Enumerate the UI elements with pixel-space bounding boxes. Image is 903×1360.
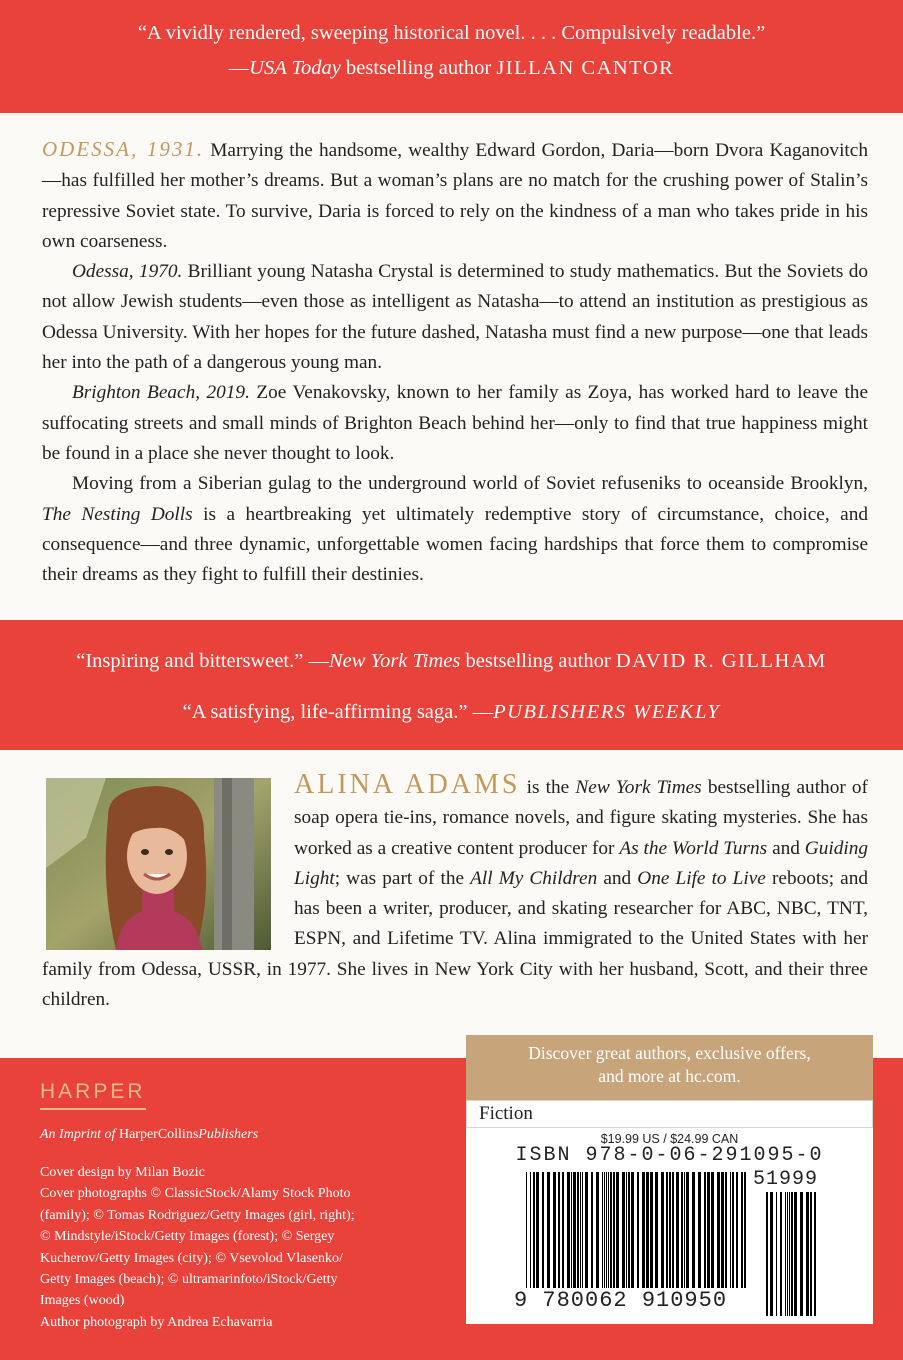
barcode-bar: [672, 1172, 674, 1288]
top-quote-band: [0, 0, 903, 113]
review-quotes-band: [0, 620, 903, 750]
credit-line: © Mindstyle/iStock/Getty Images (forest); © Sergey: [40, 1229, 335, 1245]
description-paragraph-4: Moving from a Siberian gulag to the underground world of Soviet refuseniks to oceanside Brooklyn, The Nesting Dolls is a heartbreaking yet ultimately redemptive story of circumstance, choice, and consequence—and three dynamic, unforgettable women facing hardships that force them to compromise their dreams as they fight to fulfill their destinies.: [42, 473, 868, 586]
price-addon-code: 51999: [752, 1168, 818, 1191]
top-quote-author: JILLAN CANTOR: [496, 57, 675, 79]
credit-line: (family); © Tomas Rodriguez/Getty Images (girl, right);: [40, 1207, 355, 1223]
barcode-bar: [676, 1172, 679, 1288]
barcode-bar: [558, 1172, 560, 1288]
book-title: The Nesting Dolls: [42, 503, 193, 525]
barcode-bar: [766, 1192, 768, 1316]
barcode-bar: [666, 1172, 668, 1288]
barcode-bar: [810, 1192, 812, 1316]
barcode-bar: [806, 1192, 809, 1316]
barcode-bar: [582, 1172, 583, 1288]
barcode-bar: [616, 1172, 619, 1288]
barcode-bar: [681, 1172, 683, 1288]
barcode-bar: [571, 1172, 572, 1288]
book-description: [42, 134, 868, 590]
top-quote-text: “A vividly rendered, sweeping historical novel. . . . Compulsively readable.”: [137, 22, 766, 44]
barcode-bar: [698, 1172, 701, 1288]
barcode-bar: [744, 1172, 746, 1288]
barcode-bar: [692, 1172, 695, 1288]
barcode-bar: [526, 1172, 527, 1288]
credit-line: Images (wood): [40, 1293, 125, 1309]
barcode-digits: 9 780062 910950: [514, 1288, 728, 1313]
promo-line-1: Discover great authors, exclusive offers,: [528, 1043, 811, 1063]
barcode-bar: [787, 1192, 788, 1316]
description-paragraph-3: Brighton Beach, 2019. Zoe Venakovsky, known to her family as Zoya, has worked hard to leave the suffocating streets and small minds of Brighton Beach behind her—only to find that true happiness might be found in a place she never thought to look.: [42, 382, 869, 464]
barcode-bar: [626, 1172, 627, 1288]
barcode-bar: [573, 1172, 576, 1288]
barcode-bar: [553, 1172, 556, 1288]
credit-line: Cover photographs © ClassicStock/Alamy Stock Photo: [40, 1186, 351, 1202]
barcode-bar: [800, 1192, 803, 1316]
barcode-bar: [585, 1172, 588, 1288]
barcode-bar: [791, 1192, 793, 1316]
barcode-bar: [542, 1172, 544, 1288]
barcode-bar: [577, 1172, 579, 1288]
description-paragraph-1: ODESSA, 1931. Marrying the handsome, wealthy Edward Gordon, Daria—born Dvora Kaganovitch—has fulfilled her mother’s dreams. But a woman’s plans are no match for the crushing power of Stalin’s repressive Soviet state. To survive, Daria is forced to rely on the kindness of a man who takes pride in his own coarseness.: [42, 137, 868, 252]
barcode-bar: [780, 1192, 782, 1316]
barcode-bar: [642, 1172, 645, 1288]
barcode-bar: [717, 1172, 720, 1288]
credit-line: Kucherov/Getty Images (city); © Vsevolod Vlasenko/: [40, 1250, 343, 1266]
category-label: Fiction: [466, 1100, 873, 1128]
barcode-bar: [591, 1172, 593, 1288]
barcode-bar: [628, 1172, 630, 1288]
barcode-bar: [686, 1172, 689, 1288]
barcode-bar: [562, 1172, 564, 1288]
barcode-bar: [606, 1172, 607, 1288]
barcode-bar: [789, 1192, 790, 1316]
cover-credits: [40, 1162, 440, 1333]
review-quote-gillham: “Inspiring and bittersweet.” —New York Times bestselling author DAVID R. GILLHAM: [76, 650, 827, 672]
promo-box: [466, 1035, 873, 1100]
setting-odessa-1970: Odessa, 1970.: [72, 261, 183, 283]
credit-line: Cover design by Milan Bozic: [40, 1165, 205, 1180]
barcode-bar: [707, 1172, 710, 1288]
setting-odessa-1931: ODESSA, 1931.: [42, 137, 205, 161]
barcode-bar: [661, 1172, 664, 1288]
barcode-bar: [730, 1172, 731, 1288]
setting-brighton-beach-2019: Brighton Beach, 2019.: [72, 382, 250, 404]
barcode-bar: [646, 1172, 649, 1288]
barcode-bar: [530, 1172, 531, 1288]
barcode-bar: [741, 1172, 743, 1288]
barcode-bar: [631, 1172, 634, 1288]
barcode-bar: [794, 1192, 797, 1316]
imprint-line: An Imprint of HarperCollinsPublishers: [40, 1127, 259, 1142]
credit-line: Getty Images (beach); © ultramarinfoto/iStock/Getty: [40, 1272, 338, 1288]
barcode-bar: [608, 1172, 609, 1288]
barcode-bar: [814, 1192, 816, 1316]
promo-line-2: and more at hc.com.: [598, 1065, 741, 1086]
barcode-bar: [725, 1172, 727, 1288]
barcode-bar: [655, 1172, 658, 1288]
review-quote-publishers-weekly: “A satisfying, life-affirming saga.” —PUBLISHERS WEEKLY: [182, 701, 721, 723]
barcode-bar: [602, 1172, 603, 1288]
price-label: $19.99 US / $24.99 CAN: [600, 1132, 739, 1146]
top-quote-source: USA Today: [249, 57, 341, 79]
barcode-bar: [711, 1172, 714, 1288]
barcode-bar: [533, 1172, 535, 1288]
barcode-bar: [596, 1172, 599, 1288]
barcode-bar: [567, 1172, 570, 1288]
barcode-bar: [637, 1172, 639, 1288]
barcode-bar: [650, 1172, 653, 1288]
barcode-bar: [684, 1172, 685, 1288]
barcode-bar: [536, 1172, 539, 1288]
harper-logo: HARPER: [40, 1080, 146, 1110]
barcode-bar: [732, 1172, 734, 1288]
barcode-bar: [604, 1172, 605, 1288]
barcode-bar: [770, 1192, 773, 1316]
barcode-bar: [785, 1192, 786, 1316]
barcode-bar: [622, 1172, 625, 1288]
isbn-label: ISBN 978-0-06-291095-0: [515, 1144, 824, 1167]
barcode-panel: [466, 1128, 873, 1324]
barcode-bar: [736, 1172, 738, 1288]
barcode-bar: [776, 1192, 777, 1316]
barcode-bar: [669, 1172, 671, 1288]
barcode-bar: [613, 1172, 615, 1288]
barcode-bar: [580, 1172, 581, 1288]
barcode-bar: [704, 1172, 706, 1288]
barcode-bar: [721, 1172, 724, 1288]
credit-line: Author photograph by Andrea Echavarria: [40, 1314, 273, 1330]
top-quote-attribution: —USA Today bestselling author JILLAN CANTOR: [228, 57, 675, 79]
barcode-bar: [547, 1172, 550, 1288]
author-bio: ALINA ADAMS is the New York Times bestselling author of soap opera tie-ins, romance novels, and figure skating mysteries. She has worked as a creative content producer for As the World Turns and Guiding Light; was part of the All My Children and One Life to Live reboots; and has been a writer, producer, and skating researcher for ABC, NBC, TNT, ESPN, and Lifetime TV. Alina immigrated to the United States with her family from Odessa, USSR, in 1977. She lives in New York City with her husband, Scott, and their three children.: [42, 769, 869, 1011]
author-name: ALINA ADAMS: [294, 769, 521, 800]
description-paragraph-2: Odessa, 1970. Brilliant young Natasha Crystal is determined to study mathematics. But the Soviets do not allow Jewish students—even those as intelligent as Natasha—to attend an institution as prestigious as Odessa University. With her hopes for the future dashed, Natasha must find a new purpose—one that leads her into the path of a dangerous young man.: [42, 261, 868, 374]
barcode-bar: [610, 1172, 612, 1288]
